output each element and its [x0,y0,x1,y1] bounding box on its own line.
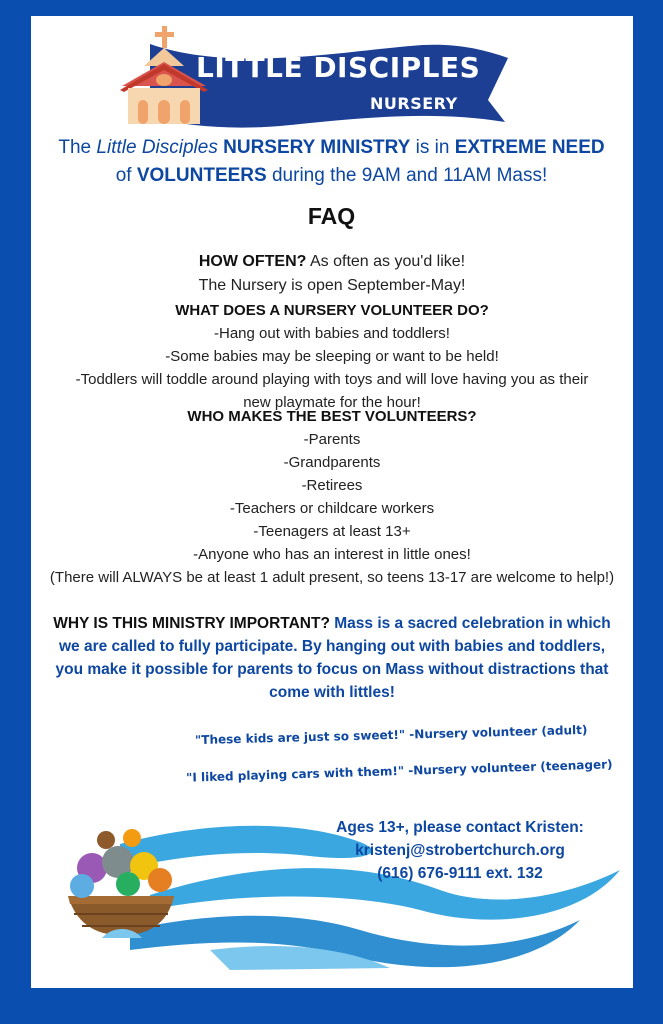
contact-email[interactable]: kristenj@strobertchurch.org [355,842,565,859]
contact-phone[interactable]: (616) 676-9111 ext. 132 [377,865,543,882]
how-often-line2: The Nursery is open September-May! [198,277,466,294]
how-often-question: HOW OFTEN? [198,253,307,270]
quote-teen: "I liked playing cars with them!" -Nursery volunteer (teenager) [185,757,613,785]
intro-part2: Little Disciples [96,137,218,158]
who-makes-item: -Grandparents [283,454,381,471]
how-often-line [36,250,628,274]
who-makes-item: -Parents [303,431,361,448]
intro-part6: of [115,165,137,186]
contact-line: Ages 13+, please contact Kristen: [336,819,584,836]
intro-part1: The [58,137,97,158]
noahs-ark-icon [62,826,182,946]
why-question: WHY IS THIS MINISTRY IMPORTANT? [53,615,330,632]
who-makes-item: -Teenagers at least 13+ [253,523,411,540]
why-section [48,612,616,704]
what-does-question: WHAT DOES A NURSERY VOLUNTEER DO? [175,302,489,319]
intro-part5: EXTREME NEED [454,137,605,158]
who-makes-question: WHO MAKES THE BEST VOLUNTEERS? [187,408,477,425]
who-makes-item: -Teachers or childcare workers [229,500,435,517]
who-makes-section [36,405,628,589]
logo-subtitle: NURSERY [370,94,458,113]
intro-text [30,134,633,190]
what-does-item: -Toddlers will toddle around playing with toys and will love having you as their new playmate for the hour! [75,371,589,411]
intro-part8: during the 9AM and 11AM Mass! [266,165,548,186]
what-does-section [36,299,628,414]
faq-heading: FAQ [307,203,356,229]
what-does-item: -Hang out with babies and toddlers! [214,325,450,342]
quote-adult: "These kids are just so sweet!" -Nursery volunteer (adult) [194,722,588,748]
why-answer: Mass is a sacred celebration in which we are called to fully participate. By hanging out with babies and toddlers, you make it possible for parents to focus on Mass without distractions that come with littles! [55,615,611,701]
who-makes-item: -Retirees [301,477,363,494]
who-makes-note: (There will ALWAYS be at least 1 adult present, so teens 13-17 are welcome to help!) [49,569,615,586]
how-often-answer: As often as you'd like! [306,253,466,270]
intro-part4: is in [410,137,455,158]
intro-part3: NURSERY MINISTRY [217,137,411,158]
who-makes-item: -Anyone who has an interest in little ones! [193,546,471,563]
how-often-section [36,250,628,298]
logo-title: LITTLE DISCIPLES [196,51,481,84]
contact-section [300,816,620,885]
what-does-item: -Some babies may be sleeping or want to be held! [165,348,499,365]
intro-part7: VOLUNTEERS [136,165,267,186]
